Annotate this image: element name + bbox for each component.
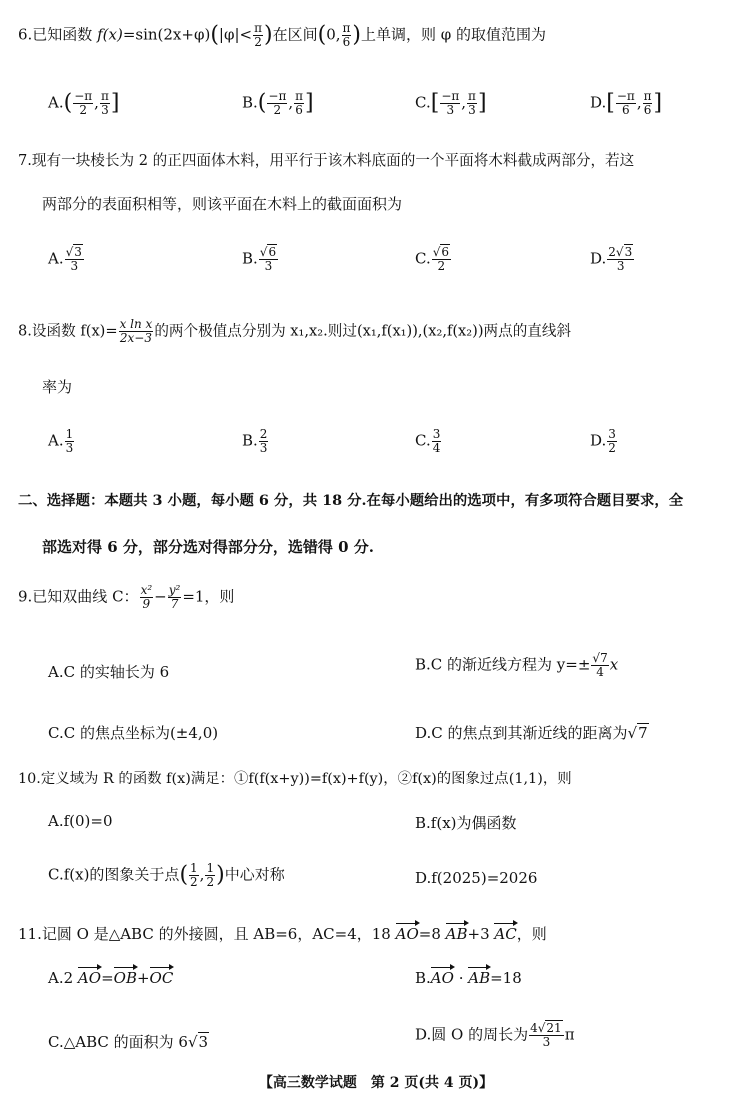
q11-option-c: C.△ABC 的面积为 6√3	[48, 1033, 209, 1051]
q8-stem: 8.设函数 f(x)= $\frac{\text{x ln x}}{2x-3}$ 的两个极值点分别为 x₁,x₂.则过(x₁,f(x₁)),(x₂,f(x₂))两点的直线斜	[18, 317, 572, 345]
q10-option-c: C.f(x)的图象关于点( $\frac{1}{2}$ , $\frac{1}{2}$ )中心对称	[48, 861, 285, 889]
section2-header-line1: 二、选择题：本题共 3 小题，每小题 6 分，共 18 分.在每小题给出的选项中，有多项符合题目要求，全	[18, 492, 684, 509]
q11-option-a: A.2 AO=OB+OC	[48, 969, 174, 987]
page-footer: 【高三数学试题 第 2 页(共 4 页)】	[258, 1075, 494, 1091]
q8-option-c: C. $\frac{3}{4}$	[415, 427, 441, 455]
q9-option-d: D.C 的焦点到其渐近线的距离为√7	[415, 724, 648, 742]
q8-option-b: B. $\frac{2}{3}$	[242, 427, 268, 455]
q10-option-a: A.f(0)=0	[48, 812, 113, 830]
q8-line2: 率为	[42, 378, 73, 396]
q8-option-d: D. $\frac{3}{2}$	[590, 427, 616, 455]
q11-option-d: D.圆 O 的周长为 $\frac{4√21}{3}$ π	[415, 1021, 575, 1049]
q10-option-d: D.f(2025)=2026	[415, 869, 538, 887]
q6-pi-over-6: $\frac{\pi}{6}$	[342, 21, 351, 49]
q9-option-a: A.C 的实轴长为 6	[48, 663, 170, 681]
q9-option-c: C.C 的焦点坐标为(±4,0)	[48, 724, 219, 742]
q7-option-b: B. $\frac{√6}{3}$	[242, 245, 277, 273]
q10-option-b: B.f(x)为偶函数	[415, 814, 517, 832]
q10-stem: 10.定义域为 R 的函数 f(x)满足：①f(f(x+y))=f(x)+f(y)，②f(x)的图象过点(1,1)，则	[18, 771, 572, 787]
q11-stem: 11.记圆 O 是△ABC 的外接圆，且 AB=6，AC=4，18 AO=8 AB+3 AC，则	[18, 925, 547, 943]
q9-option-b: B.C 的渐近线方程为 y=± $\frac{√7}{4}$ x	[415, 651, 619, 679]
q7-option-a: A. $\frac{√3}{3}$	[48, 245, 82, 273]
q7-line1: 7.现有一块棱长为 2 的正四面体木料，用平行于该木料底面的一个平面将木料截成两部分，若这	[18, 152, 635, 169]
q11-option-b: B.AO · AB=18	[415, 969, 522, 987]
q6-pi-over-2: $\frac{\pi}{2}$	[254, 21, 262, 49]
q9-stem: 9.已知双曲线 C： $\frac{\text{x²}}{9}$ − $\frac{\text{y²}}{7}$ =1，则	[18, 583, 235, 611]
q6-option-b: B.( $\frac{-\pi}{2}$ , $\frac{\pi}{6}$ ]	[242, 89, 314, 117]
q7-option-c: C. $\frac{√6}{2}$	[415, 245, 450, 273]
q7-option-d: D. $\frac{2√3}{3}$	[590, 245, 633, 273]
q6-option-a: A.( $\frac{-\pi}{2}$ , $\frac{\pi}{3}$ ]	[48, 89, 120, 117]
q6-option-c: C.[ $\frac{-\pi}{3}$ , $\frac{\pi}{3}$ ]	[415, 89, 487, 117]
section2-header-line2: 部选对得 6 分，部分选对得部分分，选错得 0 分.	[42, 538, 374, 556]
q7-line2: 两部分的表面积相等，则该平面在木料上的截面面积为	[42, 195, 403, 213]
q6-stem: 6.已知函数 f(x)=sin(2x+φ)(|φ|< $\frac{\pi}{2}$ )在区间(0, $\frac{\pi}{6}$ )上单调，则 φ 的取值范围为	[18, 21, 547, 49]
q6-option-d: D.[ $\frac{-\pi}{6}$ , $\frac{\pi}{6}$ ]	[590, 89, 663, 117]
q8-option-a: A. $\frac{1}{3}$	[48, 427, 74, 455]
